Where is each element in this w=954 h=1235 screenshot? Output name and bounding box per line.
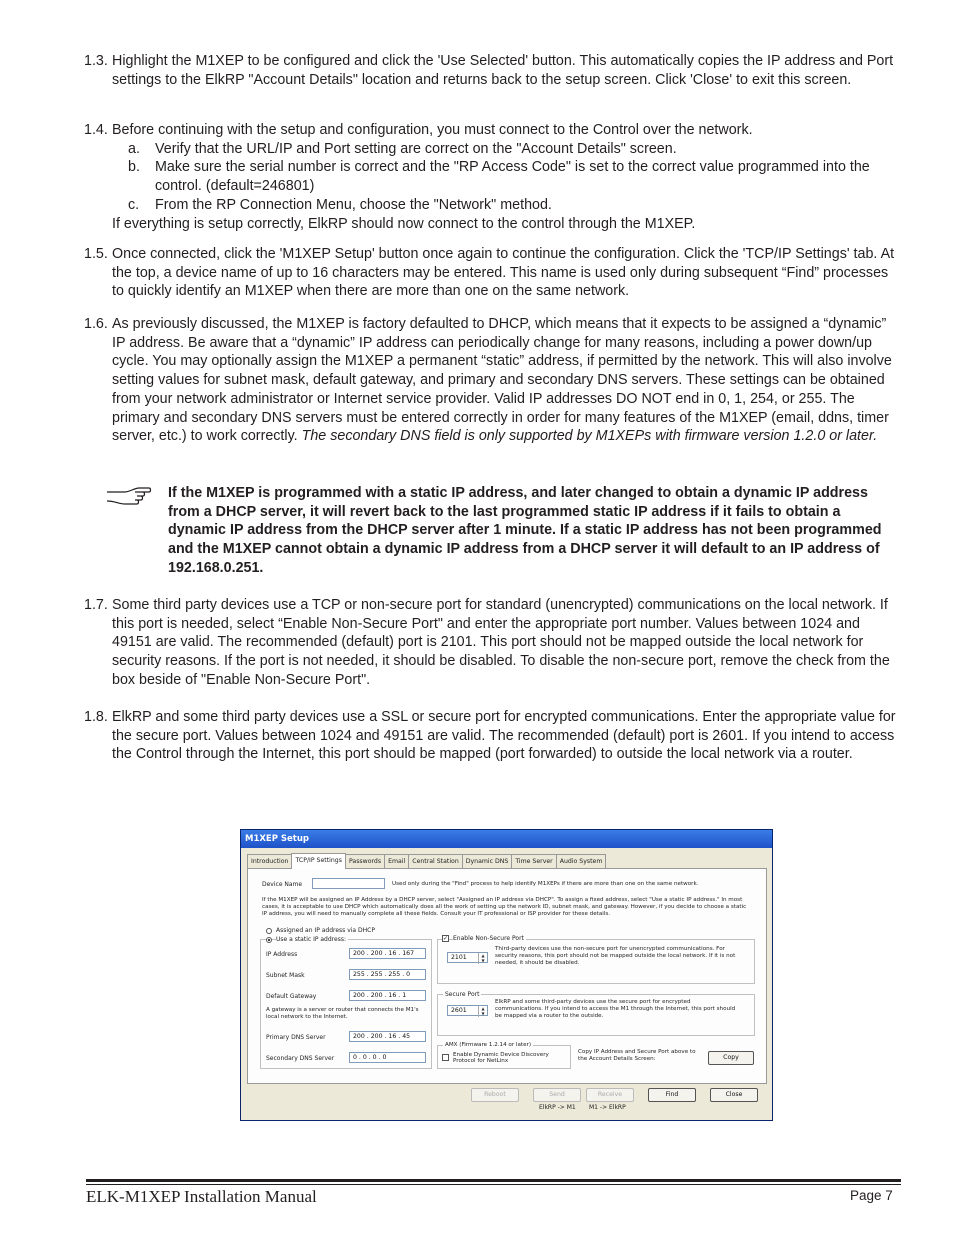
step-number: 1.4. — [84, 122, 108, 138]
copy-button[interactable]: Copy — [708, 1051, 754, 1065]
secondary-dns-input[interactable]: 0 . 0 . 0 . 0 — [349, 1052, 426, 1063]
non-secure-label: Enable Non-Secure Port — [453, 935, 524, 942]
footer-title: ELK-M1XEP Installation Manual — [86, 1187, 317, 1206]
step-1-5 — [84, 245, 898, 301]
step-text: Highlight the M1XEP to be configured and click the 'Use Selected' button. This automatically copies the IP address and Port settings to the ElkRP "Account Details" location and returns back to the setup screen. Click 'Close' to exit this screen. — [112, 53, 894, 88]
static-ip-note: If the M1XEP is programmed with a static IP address, and later changed to obtain a dynamic IP address from a DHCP server, it will revert back to the last programmed static IP address if it fails to obtain a dynamic IP address from the DHCP server after 1 minute. If a static IP address has not been programmed and the M1XEP cannot obtain a dynamic IP address from a DHCP server it will default to an IP address of 192.168.0.251. — [168, 485, 882, 576]
page-number: Page 7 — [850, 1188, 893, 1203]
default-gateway-label: Default Gateway — [266, 993, 317, 1000]
dhcp-radio[interactable] — [266, 928, 272, 934]
static-radio[interactable] — [266, 937, 272, 943]
tab-passwords[interactable]: Passwords — [345, 854, 385, 868]
secure-port-input[interactable]: 2601 ▲ ▼ — [447, 1005, 488, 1016]
tab-bar — [247, 854, 605, 868]
tab-audio-system[interactable]: Audio System — [556, 854, 607, 868]
step-1-3 — [84, 52, 898, 89]
secure-port-label: Secure Port — [445, 991, 480, 998]
step-number: 1.7. — [84, 597, 108, 613]
substep-c: c. From the RP Connection Menu, choose the "Network" method. — [128, 196, 552, 213]
m1xep-setup-dialog — [240, 829, 773, 1121]
tab-time-server[interactable]: Time Server — [511, 854, 556, 868]
find-button[interactable]: Find — [648, 1088, 696, 1102]
receive-button[interactable]: Receive — [586, 1088, 634, 1102]
elkrp-to-m1-caption: ElkRP -> M1 — [539, 1104, 576, 1111]
spin-arrows-icon[interactable]: ▲ ▼ — [478, 1006, 487, 1017]
m1-to-elkrp-caption: M1 -> ElkRP — [589, 1104, 626, 1111]
reboot-button[interactable]: Reboot — [471, 1088, 519, 1102]
spin-arrows-icon[interactable]: ▲ ▼ — [478, 953, 487, 964]
device-name-input[interactable] — [312, 878, 385, 889]
ip-address-label: IP Address — [266, 951, 298, 958]
non-secure-checkbox[interactable]: ✓ — [443, 935, 449, 942]
amx-checkbox[interactable] — [442, 1054, 449, 1061]
amx-label: AMX (Firmware 1.2.14 or later) — [445, 1042, 532, 1048]
step-text: ElkRP and some third party devices use a SSL or secure port for encrypted communications. Enter the appropriate value for the secure port. Values between 1024 and 49151 are valid. The recommended (default) port is 2601. If you intend to access the Control through the Internet, this port should be mapped (port forwarded) to outside the local network via a router. — [112, 709, 896, 763]
substep-a: a. Verify that the URL/IP and Port setting are correct on the "Account Details" screen. — [128, 140, 677, 157]
subnet-mask-label: Subnet Mask — [266, 972, 305, 979]
pointing-hand-icon — [105, 484, 153, 506]
dialog-title: M1XEP Setup — [241, 830, 772, 848]
tab-central-station[interactable]: Central Station — [408, 854, 463, 868]
tab-dynamic-dns[interactable]: Dynamic DNS — [462, 854, 513, 868]
step-text: Once connected, click the 'M1XEP Setup' button once again to continue the configuration. Click the 'TCP/IP Settings' tab. At the top, a device name of up to 16 characters may be entered. This name is used only during subsequent “Find” processes to quickly identify an M1XEP when there are more than one on the same network. — [112, 246, 895, 300]
ip-address-input[interactable]: 200 . 200 . 16 . 167 — [349, 948, 426, 959]
device-name-hint: Used only during the "Find" process to help identify M1XEPs if there are more than one on the same network. — [392, 881, 699, 887]
step-text: Before continuing with the setup and configuration, you must connect to the Control over the network. — [112, 122, 753, 138]
secondary-dns-label: Secondary DNS Server — [266, 1055, 335, 1062]
step-number: 1.6. — [84, 316, 108, 332]
close-button[interactable]: Close — [710, 1088, 758, 1102]
send-button[interactable]: Send — [533, 1088, 581, 1102]
step-1-7 — [84, 596, 898, 690]
step-1-6 — [84, 315, 898, 446]
step-text: As previously discussed, the M1XEP is factory defaulted to DHCP, which means that it expects to be assigned a “dynamic” IP address. Be aware that a “dynamic” IP address can periodically change for many reasons, including a power down/up cycle. You may optionally assign the M1XEP a permanent “static” address, if permitted by the network. This will also involve setting values for subnet mask, default gateway, and primary and secondary DNS servers. These settings can be obtained from your network administrator or Internet service provider. Valid IP addresses DO NOT end in 0, 1, 254, or 255. The primary and secondary DNS servers must be entered correctly in order for many features of the M1XEP (email, ddns, timer server, etc.) to work correctly. — [112, 316, 892, 445]
step-after-text: If everything is setup correctly, ElkRP should now connect to the control through the M1XEP. — [112, 215, 696, 232]
step-italic-note: The secondary DNS field is only supported by M1XEPs with firmware version 1.2.0 or later. — [301, 428, 878, 445]
subnet-mask-input[interactable]: 255 . 255 . 255 . 0 — [349, 969, 426, 980]
step-number: 1.3. — [84, 53, 108, 69]
tab-introduction[interactable]: Introduction — [247, 854, 292, 868]
dhcp-info-text: If the M1XEP will be assigned an IP Address by a DHCP server, select "Assigned an IP address via DHCP". To assign a fixed address, select "Use a static IP address." In most cases, it is acceptable to use DHCP which automatically does all the work of setting up the network ID, subnet mask, and gateway. However, if you decide to choose a static IP address, you will need to manually complete all these fields. Consult your IT professional or ISP provider for these details. — [262, 897, 747, 918]
non-secure-desc: Third-party devices use the non-secure port for unencrypted communications. For security reasons, this port should not be mapped outside the local network. If it is not needed, it should be disabled. — [495, 946, 736, 967]
footer-rule-thin — [86, 1184, 901, 1185]
step-number: 1.5. — [84, 246, 108, 262]
non-secure-port-input[interactable]: 2101 ▲ ▼ — [447, 952, 488, 963]
secure-desc: ElkRP and some third-party devices use the secure port for encrypted communications. If you intend to access the M1 through the Internet, this port should be mapped via a router to the outside. — [495, 999, 736, 1020]
tab-email[interactable]: Email — [384, 854, 409, 868]
copy-desc: Copy IP Address and Secure Port above to the Account Details Screen: — [578, 1049, 696, 1062]
step-number: 1.8. — [84, 709, 108, 725]
substep-b: b. Make sure the serial number is correct and the "RP Access Code" is set to the correct value programmed into the control. (default=246801) — [128, 159, 870, 195]
default-gateway-input[interactable]: 200 . 200 . 16 . 1 — [349, 990, 426, 1001]
amx-check-label: Enable Dynamic Device Discovery Protocol for NetLinx — [453, 1052, 549, 1065]
tcpip-panel — [247, 868, 767, 1084]
tab-tcpip-settings[interactable]: TCP/IP Settings — [291, 853, 345, 869]
dhcp-radio-label: Assigned an IP address via DHCP — [276, 927, 375, 934]
step-text: Some third party devices use a TCP or non-secure port for standard (unencrypted) communications on the local network. If this port is needed, select “Enable Non-Secure Port" and enter the appropriate port number. Values between 1024 and 49151 are valid. The recommended (default) port is 2101. This port should not be mapped outside the local network for security reasons. If the port is not needed, it should be disabled. To disable the non-secure port, remove the check from the box beside of "Enable Non-Secure Port". — [112, 597, 890, 688]
device-name-label: Device Name — [262, 881, 303, 888]
step-1-8 — [84, 708, 898, 764]
step-1-4 — [84, 121, 898, 233]
static-radio-label: Use a static IP address: — [276, 936, 346, 943]
footer-rule — [86, 1179, 901, 1182]
primary-dns-label: Primary DNS Server — [266, 1034, 326, 1041]
primary-dns-input[interactable]: 200 . 200 . 16 . 45 — [349, 1031, 426, 1042]
gateway-note: A gateway is a server or router that connects the M1's local network to the Internet. — [266, 1007, 419, 1021]
